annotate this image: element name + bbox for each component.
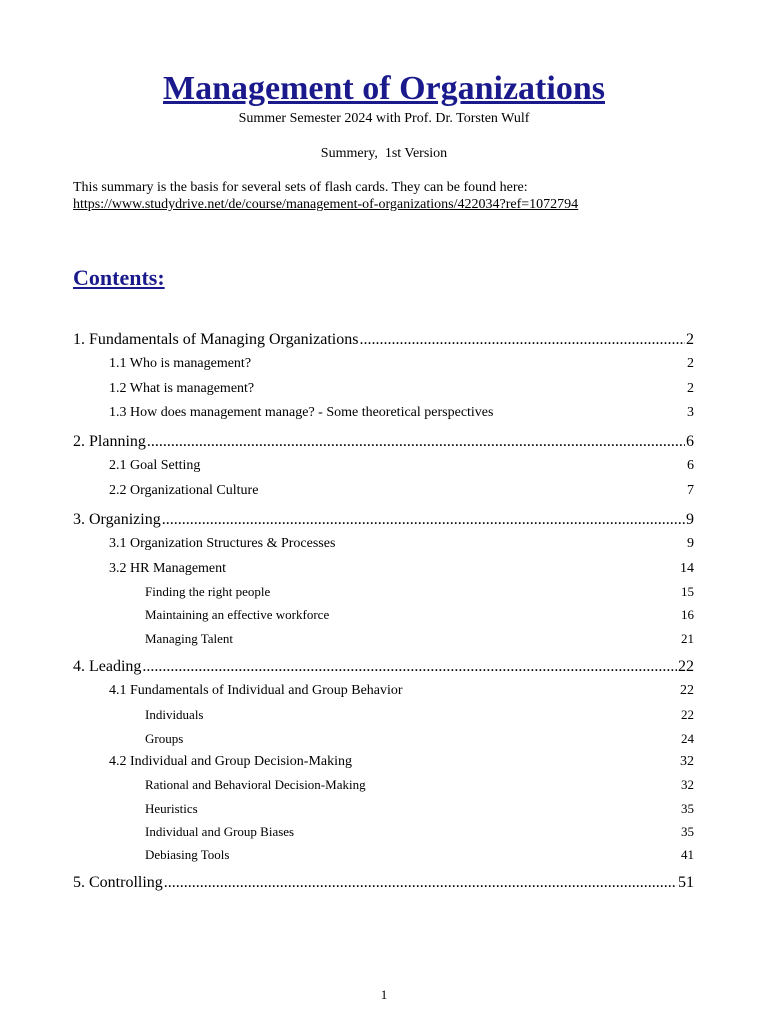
- toc-entry-page: 35: [681, 824, 694, 839]
- toc-entry-label: 4. Leading: [73, 658, 142, 675]
- intro-paragraph: [73, 179, 713, 213]
- toc-entry[interactable]: [145, 607, 694, 623]
- toc-entry[interactable]: [145, 847, 694, 863]
- toc-entry-page: 9: [687, 536, 694, 551]
- toc-entry-label: 4.1 Fundamentals of Individual and Group Behavior: [109, 683, 403, 698]
- toc-entry[interactable]: [109, 356, 694, 372]
- toc-entry-label: 1.2 What is management?: [109, 381, 255, 396]
- toc-dot-leader: [359, 331, 685, 349]
- toc-entry-label: 1.1 Who is management?: [109, 356, 252, 371]
- toc-entry-label: Individuals: [145, 707, 204, 722]
- document-version: Summery, 1st Version: [320, 146, 448, 161]
- toc-entry-label: 5. Controlling: [73, 874, 163, 891]
- intro-text: This summary is the basis for several sets of flash cards. They can be found here:: [73, 180, 528, 195]
- toc-entry[interactable]: [145, 731, 694, 747]
- toc-entry-label: Finding the right people: [145, 584, 271, 599]
- toc-entry[interactable]: [145, 631, 694, 647]
- toc-entry-page: 2: [687, 356, 694, 371]
- toc-entry-label: Individual and Group Biases: [145, 824, 295, 839]
- toc-entry[interactable]: [145, 707, 694, 723]
- toc-entry[interactable]: [109, 683, 694, 699]
- toc-entry-label: 3. Organizing: [73, 511, 161, 528]
- contents-heading: Contents:: [73, 265, 165, 290]
- toc-entry[interactable]: [109, 381, 694, 397]
- toc-entry-page: 6: [687, 458, 694, 473]
- toc-entry-page: 2: [687, 381, 694, 396]
- toc-entry-page: 2: [686, 331, 694, 348]
- toc-entry-page: 6: [686, 433, 694, 450]
- document-subtitle: Summer Semester 2024 with Prof. Dr. Torsten Wulf: [238, 111, 530, 126]
- toc-entry[interactable]: [145, 824, 694, 840]
- toc-entry-label: Groups: [145, 731, 184, 746]
- toc-entry[interactable]: [73, 874, 694, 892]
- toc-entry[interactable]: [73, 658, 694, 676]
- toc-entry[interactable]: [109, 483, 694, 499]
- toc-entry-label: Heuristics: [145, 801, 198, 816]
- toc-dot-leader: [142, 658, 677, 676]
- toc-entry-label: 3.2 HR Management: [109, 561, 227, 576]
- toc-entry-label: 2.1 Goal Setting: [109, 458, 201, 473]
- toc-entry[interactable]: [73, 511, 694, 529]
- toc-dot-leader: [164, 874, 677, 892]
- toc-entry[interactable]: [109, 405, 694, 421]
- toc-entry-label: 4.2 Individual and Group Decision-Making: [109, 754, 353, 769]
- toc-entry-page: 32: [680, 754, 694, 769]
- toc-entry[interactable]: [109, 561, 694, 577]
- document-title: Management of Organizations: [163, 70, 605, 107]
- toc-entry-page: 24: [681, 731, 694, 746]
- toc-entry-label: 1. Fundamentals of Managing Organizations: [73, 331, 359, 348]
- toc-entry-label: 2. Planning: [73, 433, 146, 450]
- toc-dot-leader: [147, 433, 685, 451]
- toc-entry-page: 41: [681, 847, 694, 862]
- toc-entry-page: 22: [678, 658, 694, 675]
- toc-entry-page: 16: [681, 607, 694, 622]
- toc-entry-label: Managing Talent: [145, 631, 234, 646]
- toc-entry-label: Maintaining an effective workforce: [145, 607, 330, 622]
- toc-entry[interactable]: [145, 801, 694, 817]
- toc-entry[interactable]: [145, 584, 694, 600]
- toc-entry-page: 35: [681, 801, 694, 816]
- toc-entry[interactable]: [73, 331, 694, 349]
- toc-entry-label: Debiasing Tools: [145, 847, 230, 862]
- toc-entry-page: 51: [678, 874, 694, 891]
- toc-entry-page: 15: [681, 584, 694, 599]
- toc-entry-page: 21: [681, 631, 694, 646]
- toc-entry-label: 1.3 How does management manage? - Some theoretical perspectives: [109, 405, 494, 420]
- toc-entry-page: 14: [680, 561, 694, 576]
- studydrive-link[interactable]: https://www.studydrive.net/de/course/management-of-organizations/422034?ref=1072794: [73, 197, 579, 212]
- toc-entry-page: 3: [687, 405, 694, 420]
- toc-entry-page: 32: [681, 777, 694, 792]
- toc-entry-label: 2.2 Organizational Culture: [109, 483, 259, 498]
- toc-entry-page: 22: [681, 707, 694, 722]
- toc-entry-page: 7: [687, 483, 694, 498]
- toc-entry-label: Rational and Behavioral Decision-Making: [145, 777, 366, 792]
- toc-dot-leader: [162, 511, 685, 529]
- toc-entry[interactable]: [109, 458, 694, 474]
- toc-entry[interactable]: [109, 754, 694, 770]
- toc-entry[interactable]: [109, 536, 694, 552]
- toc-entry-page: 22: [680, 683, 694, 698]
- toc-entry[interactable]: [145, 777, 694, 793]
- toc-entry[interactable]: [73, 433, 694, 451]
- toc-entry-label: 3.1 Organization Structures & Processes: [109, 536, 336, 551]
- toc-entry-page: 9: [686, 511, 694, 528]
- page-number: 1: [380, 987, 388, 1002]
